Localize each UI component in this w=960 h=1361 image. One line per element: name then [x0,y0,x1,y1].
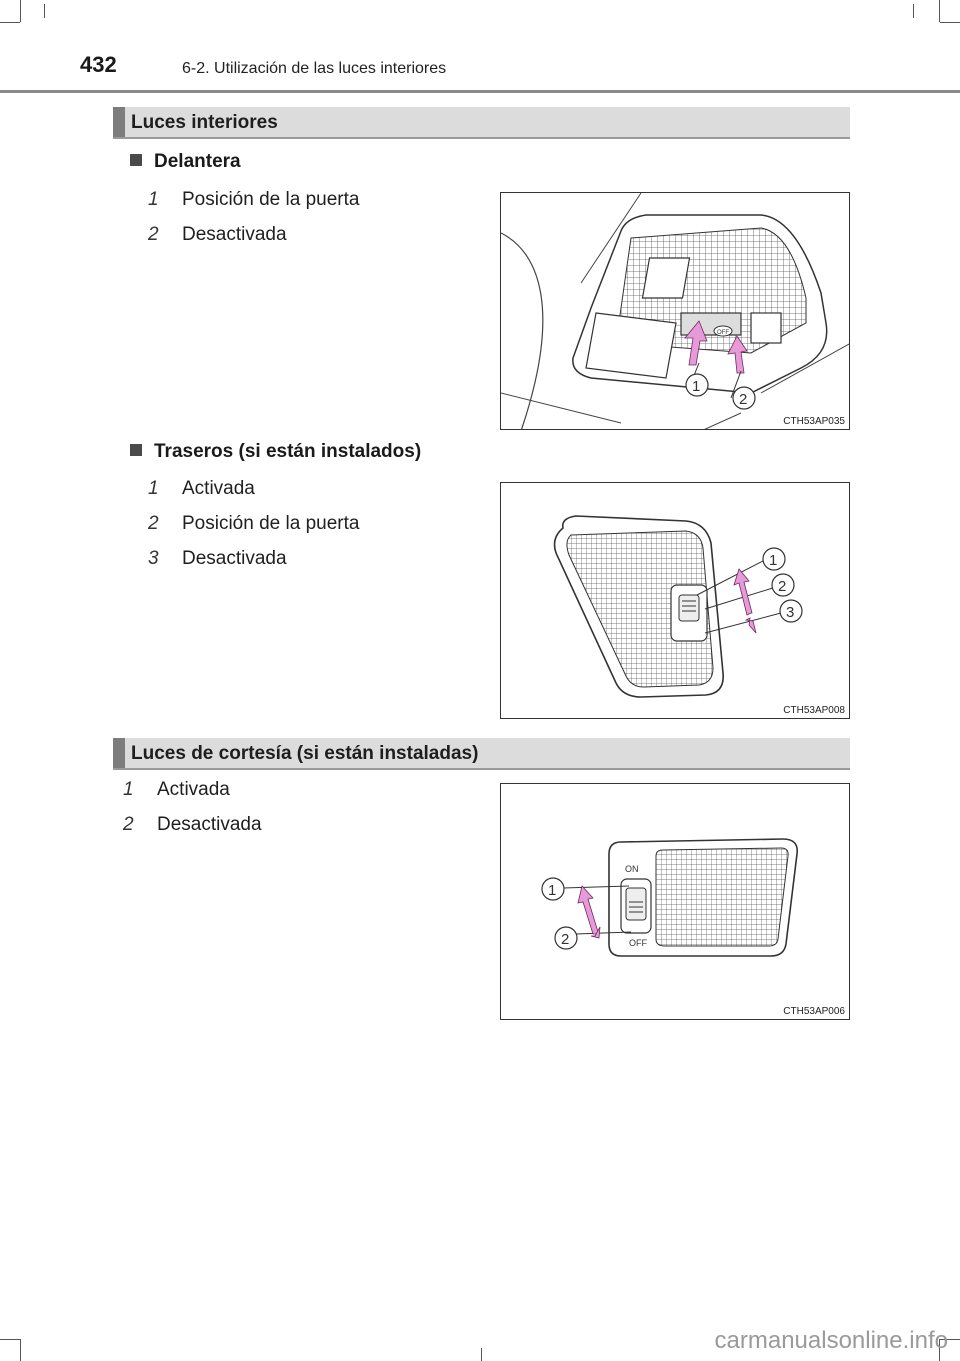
crop-mark [20,1339,21,1361]
callout-1: 1 [692,378,701,395]
item-label: Desactivada [182,224,287,245]
subheading-rear [130,441,421,463]
figure-front-interior-light [500,192,850,430]
item-label: Activada [182,478,255,499]
item-label: Posición de la puerta [182,513,360,534]
item-number: 2 [123,814,134,835]
callout-2: 2 [739,391,748,408]
crop-mark [481,1348,482,1361]
figure-code: CTH53AP008 [783,705,845,716]
item-label: Activada [157,779,230,800]
list-item [123,779,230,801]
subheading-front [130,151,241,173]
crop-mark [44,4,45,18]
figure-rear-interior-light [500,482,850,719]
item-label: Posición de la puerta [182,189,360,210]
callout-2: 2 [561,931,570,948]
callout-1: 1 [769,552,778,569]
item-number: 1 [123,779,134,800]
subheading-text: Traseros (si están instalados) [154,441,422,462]
list-item [148,189,359,211]
on-label: ON [625,864,639,874]
switch-off-label: OFF [717,330,729,336]
rear-light-illustration [501,483,850,719]
callout-1: 1 [548,882,557,899]
square-bullet-icon [130,154,142,166]
crop-mark [940,22,960,23]
courtesy-light-illustration [501,784,850,1020]
item-label: Desactivada [157,814,262,835]
item-number: 2 [148,513,159,534]
section-title: Luces de cortesía (si están instaladas) [131,743,479,764]
front-light-illustration [501,193,850,430]
crop-mark [939,0,940,22]
section-heading-bar [113,107,125,137]
list-item [123,814,262,836]
crop-mark [0,22,20,23]
item-number: 1 [148,478,159,499]
crop-mark [0,1339,20,1340]
figure-code: CTH53AP006 [783,1006,845,1017]
list-item [148,513,359,535]
list-item [148,548,287,570]
watermark: carmanualsonline.info [714,1327,948,1354]
callout-3: 3 [786,604,795,621]
off-label: OFF [629,938,647,948]
header-rule [0,90,960,93]
running-title: 6-2. Utilización de las luces interiores [182,60,447,77]
callout-2: 2 [778,578,787,595]
item-number: 3 [148,548,159,569]
crop-mark [913,4,914,18]
section-heading-bar [113,738,125,768]
section-heading-courtesy-lights [113,738,850,770]
crop-mark [20,0,21,22]
item-label: Desactivada [182,548,287,569]
list-item [148,224,287,246]
figure-courtesy-light [500,783,850,1020]
list-item [148,478,255,500]
subheading-text: Delantera [154,151,241,172]
item-number: 2 [148,224,159,245]
page-number: 432 [80,52,117,77]
figure-code: CTH53AP035 [783,416,845,427]
section-title: Luces interiores [131,112,278,133]
square-bullet-icon [130,444,142,456]
section-heading-interior-lights [113,107,850,139]
item-number: 1 [148,189,159,210]
